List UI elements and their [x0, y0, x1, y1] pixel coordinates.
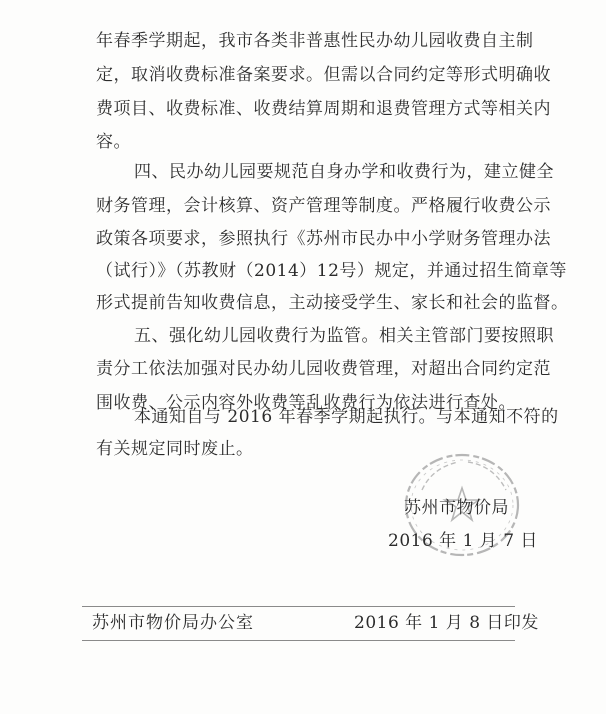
issuing-office: 苏州市物价局办公室	[92, 613, 254, 633]
body-line: 年春季学期起，我市各类非普惠性民办幼儿园收费自主制	[96, 31, 534, 51]
print-date: 2016 年 1 月 8 日印发	[354, 613, 539, 633]
body-line: 形式提前告知收费信息，主动接受学生、家长和社会的监督。	[96, 293, 569, 313]
body-line: 四、民办幼儿园要规范自身办学和收费行为，建立健全	[134, 162, 554, 182]
body-line: 定，取消收费标准备案要求。但需以合同约定等形式明确收	[96, 65, 551, 85]
body-line: 五、强化幼儿园收费行为监管。相关主管部门要按照职	[134, 326, 554, 346]
issuer-name: 苏州市物价局	[404, 498, 509, 518]
body-line: 有关规定同时废止。	[96, 439, 254, 459]
body-line: 政策各项要求，参照执行《苏州市民办中小学财务管理办法	[96, 229, 551, 249]
body-line: 本通知自与 2016 年春季学期起执行。与本通知不符的	[134, 407, 559, 427]
issue-date: 2016 年 1 月 7 日	[388, 531, 538, 551]
body-line: 容。	[96, 132, 131, 152]
body-line: 费项目、收费标准、收费结算周期和退费管理方式等相关内	[96, 99, 551, 119]
footer-top-rule	[82, 606, 515, 607]
body-line: （试行）》（苏教财（2014）12号）规定，并通过招生简章等	[96, 261, 567, 281]
footer-bottom-rule	[82, 640, 515, 641]
body-line: 财务管理，会计核算、资产管理等制度。严格履行收费公示	[96, 196, 551, 216]
body-line: 围收费、公示内容外收费等乱收费行为依法进行查处。	[96, 393, 516, 413]
body-line: 责分工依法加强对民办幼儿园收费管理，对超出合同约定范	[96, 359, 551, 379]
